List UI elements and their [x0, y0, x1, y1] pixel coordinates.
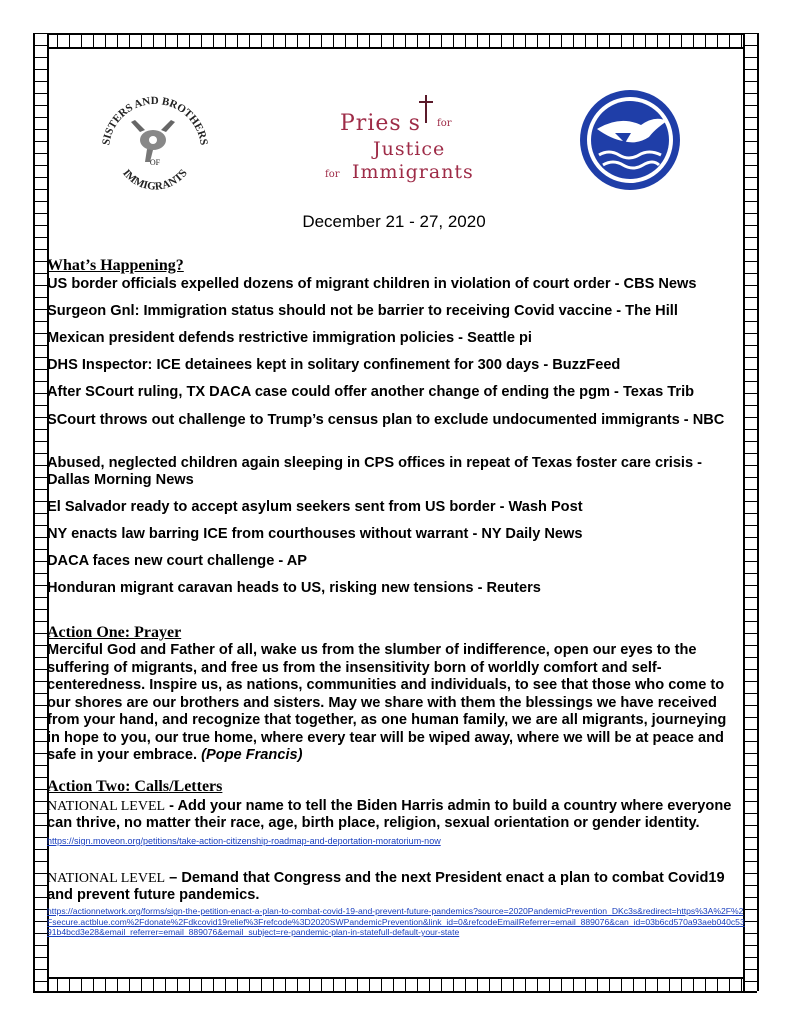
logo-of-text: OF [149, 158, 161, 167]
whats-happening-title: What’s Happening? [47, 257, 184, 274]
logo-justice: Justice [373, 138, 446, 160]
logo-line1 [340, 111, 421, 136]
action-item-1 [47, 798, 741, 850]
action-item-2 [47, 870, 741, 904]
level-separator: – [165, 870, 182, 886]
petition-link[interactable]: https://sign.moveon.org/petitions/take-action-citizenship-roadmap-and-deportation-moratorium-now [47, 836, 441, 846]
border-top [33, 33, 757, 49]
headline-item[interactable]: Mexican president defends restrictive immigration policies - Seattle pi [47, 330, 532, 346]
headline-item[interactable]: DACA faces new court challenge - AP [47, 553, 308, 569]
level-separator: - [165, 798, 178, 814]
headline-item[interactable]: Surgeon Gnl: Immigration status should not be barrier to receiving Covid vaccine - The Hill [47, 303, 678, 319]
headline-item[interactable]: Honduran migrant caravan heads to US, risking new tensions - Reuters [47, 580, 541, 596]
headline-item[interactable]: El Salvador ready to accept asylum seekers sent from US border - Wash Post [47, 499, 583, 515]
dove-logo [575, 85, 685, 195]
logo-arc-bottom-text: IMMIGRANTS [120, 167, 190, 192]
logo-for-bottom: for [325, 169, 340, 180]
sisters-brothers-emblem [95, 92, 215, 192]
headline-item[interactable]: DHS Inspector: ICE detainees kept in solitary confinement for 300 days - BuzzFeed [47, 357, 621, 373]
action-item-text: Add your name to tell the Biden Harris admin to build a country where everyone can thrive, no matter their race, age, birth place, religion, sexual orientation or gender identity. [47, 798, 732, 831]
actionnetwork-link[interactable]: https://actionnetwork.org/forms/sign-the-petition-enact-a-plan-to-combat-covid-19-and-prevent-future-pandemics?source=2020PandemicPrevention_DKc3s&redirect=https%3A%2F%2Fsecure.actblue.com%2Fdonate%2Fdkcovid19relief%3Frefcode%3D2020SWPandemicPrevention&link_id=0&refcodeEmailReferrer=email_889076&can_id=03b6cd570a93aeb040c5391b4bcd3e28&email_referrer=email_889076&email_subject=re-pandemic-plan-in-statefull-default-your-state [47, 906, 745, 937]
logo-immigrants: Immigrants [352, 161, 474, 183]
logo-priests-text: Pries [340, 111, 402, 136]
prayer-attribution: (Pope Francis) [201, 747, 303, 763]
prayer-body: Merciful God and Father of all, wake us from the slumber of indifference, open our eyes to the suffering of migrants, and free us from the insensitivity born of worldly comfort and self-centeredness. Inspire us, as nations, communities and individuals, to see that those who come to our shores are our brothers and sisters. May we share with them the blessings we have received from your hand, and recognize that together, as one human family, we are all migrants, journeying in hope to you, our true home, where every tear will be wiped away, where we will be at peace and safe in your embrace. [47, 642, 727, 763]
logo-for-top: for [437, 118, 452, 129]
border-right [743, 33, 759, 991]
action-item-text: Demand that Congress and the next President enact a plan to combat Covid19 and prevent future pandemics. [47, 870, 725, 903]
logo-arc-top-text: SISTERS AND BROTHERS [100, 94, 210, 146]
priests-for-justice-logo [325, 95, 474, 185]
level-label: NATIONAL LEVEL [47, 799, 166, 814]
date-range: December 21 - 27, 2020 [302, 212, 486, 231]
headline-item[interactable]: Abused, neglected children again sleeping in CPS offices in repeat of Texas foster care crisis - Dallas Morning News [47, 455, 703, 488]
action-two-title: Action Two: Calls/Letters [47, 778, 223, 795]
sisters-brothers-logo [95, 92, 215, 192]
svg-text:IMMIGRANTS [120, 167, 190, 192]
level-label: NATIONAL LEVEL [47, 871, 166, 886]
action-one-title: Action One: Prayer [47, 624, 182, 641]
headline-item[interactable]: US border officials expelled dozens of migrant children in violation of court order - CBS News [47, 276, 697, 292]
headline-item[interactable]: SCourt throws out challenge to Trump’s census plan to exclude undocumented immigrants - NBC [47, 412, 725, 428]
headline-item[interactable]: NY enacts law barring ICE from courthouses without warrant - NY Daily News [47, 526, 583, 542]
dove-icon [575, 85, 685, 195]
border-bottom [33, 977, 757, 993]
prayer-text [47, 642, 743, 765]
logo-priests-s: s [408, 111, 421, 136]
headline-item[interactable]: After SCourt ruling, TX DACA case could offer another change of ending the pgm - Texas Trib [47, 384, 695, 400]
